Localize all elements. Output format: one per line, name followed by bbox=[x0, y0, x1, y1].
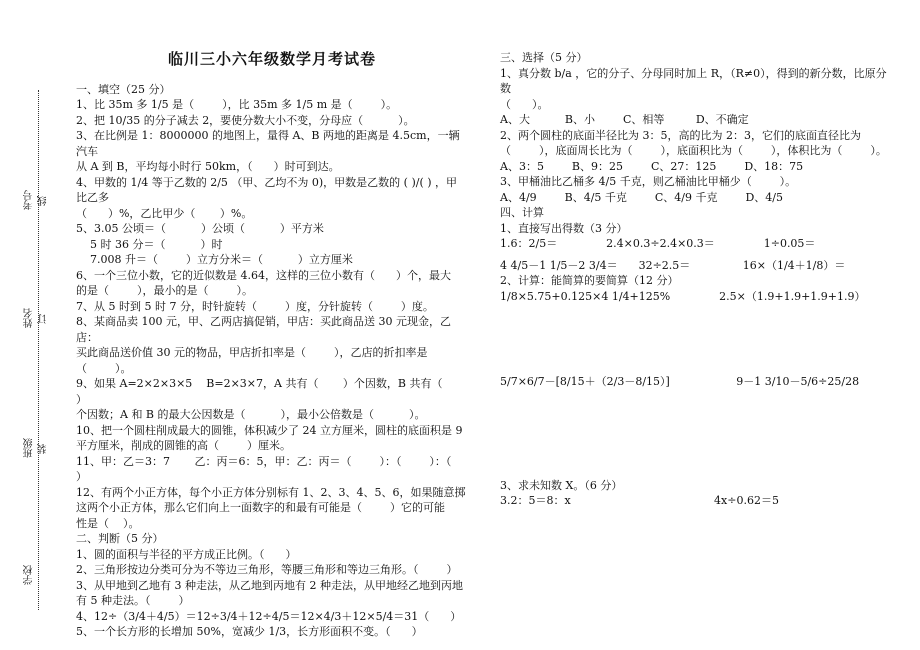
question-line: 1.6：2/5＝ 2.4×0.3÷2.4×0.3＝ 1÷0.05＝ bbox=[500, 237, 816, 250]
question-line: 2、把 10/35 的分子减去 2，要使分数大小不变，分母应（ ）。 bbox=[76, 113, 415, 127]
question-line: 11、甲：乙＝3：7 乙：丙＝6：5，甲：乙：丙＝（ ）：（ ）：（ ） bbox=[76, 454, 480, 483]
binding-xingming: 姓名 bbox=[24, 308, 35, 328]
question-line: 4、甲数的 1/4 等于乙数的 2/5 （甲、乙均不为 0)，甲数是乙数的 ( )/( ) ，甲比乙多 bbox=[76, 175, 458, 204]
question-line: 3、甲桶油比乙桶多 4/5 千克，则乙桶油比甲桶少（ ）。 bbox=[500, 175, 797, 188]
question-line: 3、从甲地到乙地有 3 种走法，从乙地到丙地有 2 种走法，从甲地经乙地到丙地 bbox=[76, 578, 463, 592]
question-line: 5 时 36 分＝（ ）时 bbox=[76, 237, 223, 251]
section-calc: 四、计算 bbox=[500, 206, 544, 219]
question-line: 有 5 种走法。（ ） bbox=[76, 594, 190, 607]
binding-dotted-line bbox=[38, 90, 39, 610]
binding-zhuang: 装 bbox=[38, 444, 49, 454]
question-line: （ ），底面周长比为（ ），底面积比为（ ），体积比为（ ）。 bbox=[500, 144, 887, 157]
question-line: 这两个小正方体，那么它们向上一面数字的和最有可能是（ ）它的可能 bbox=[76, 501, 445, 514]
question-line: A、大 B、小 C、相等 D、不确定 bbox=[500, 113, 749, 126]
question-line: （ ）。 bbox=[76, 361, 132, 375]
question-line: 7、从 5 时到 5 时 7 分，时针旋转（ ）度，分针旋转（ ）度。 bbox=[76, 299, 434, 313]
question-line: 3、求未知数 X。（6 分） bbox=[500, 478, 623, 492]
question-line: 1、直接写出得数（3 分） bbox=[500, 221, 628, 235]
question-line: 4、12÷（3/4＋4/5）＝12÷3/4＋12÷4/5＝12×4/3＋12×5/4＝31（ ） bbox=[76, 609, 462, 623]
question-line: 性是（ ）。 bbox=[76, 516, 140, 530]
exam-title: 临川三小六年级数学月考试卷 bbox=[167, 50, 376, 68]
question-line: 1/8×5.75+0.125×4 1/4+125% 2.5×（1.9+1.9+1.9+1.9） bbox=[500, 289, 866, 303]
question-line: 1、圆的面积与半径的平方成正比例。（ ） bbox=[76, 547, 297, 561]
question-line: 5/7×6/7－[8/15＋（2/3－8/15）] 9－1 3/10－5/6÷25/28 bbox=[500, 375, 860, 388]
binding-xuexiao: 学校 bbox=[24, 565, 35, 585]
section-choice: 三、选择（5 分） bbox=[500, 51, 588, 64]
question-line: 6、一个三位小数，它的近似数是 4.64，这样的三位小数有（ ）个，最大 bbox=[76, 268, 451, 282]
question-line: 的是（ ），最小的是（ ）。 bbox=[76, 284, 253, 297]
question-line: 个因数；A 和 B 的最大公因数是（ ），最小公倍数是（ ）。 bbox=[76, 408, 426, 421]
question-line: A、4/9 B、4/5 千克 C、4/9 千克 D、4/5 bbox=[500, 190, 783, 204]
question-line: 3.2：5＝8：x 4x÷0.62＝5 bbox=[500, 494, 779, 507]
question-line: （ ）。 bbox=[500, 97, 549, 111]
right-column bbox=[500, 50, 895, 509]
question-line: 平方厘米，削成的圆锥的高（ ）厘米。 bbox=[76, 439, 291, 452]
binding-banji: 班级 bbox=[24, 438, 35, 458]
question-line: 7.008 升＝（ ）立方分米＝（ ）立方厘米 bbox=[76, 253, 353, 266]
question-line: 1、真分数 b/a ，它的分子、分母同时加上 R，（R≠0），得到的新分数，比原分数 bbox=[500, 66, 887, 95]
question-line: 3、在比例是 1：8000000 的地图上，量得 A、B 两地的距离是 4.5cm，一辆汽车 bbox=[76, 129, 460, 158]
question-line: 10、把一个圆柱削成最大的圆锥，体积减少了 24 立方厘米，圆柱的底面积是 9 bbox=[76, 423, 463, 437]
question-line: 2、两个圆柱的底面半径比为 3：5，高的比为 2：3，它们的底面直径比为 bbox=[500, 128, 861, 142]
question-line: 12、有两个小正方体，每个小正方体分别标有 1、2、3、4、5、6，如果随意掷 bbox=[76, 485, 466, 499]
question-line: 9、如果 A=2×2×3×5 B=2×3×7，A 共有（ ）个因数，B 共有（ ） bbox=[76, 377, 471, 406]
binding-kaohao: 考号 bbox=[24, 190, 35, 210]
question-line: 4 4/5－1 1/5－2 3/4＝ 32÷2.5＝ 16×（1/4＋1/8）＝ bbox=[500, 258, 846, 272]
question-line: 2、三角形按边分类可分为不等边三角形，等腰三角形和等边三角形。（ ） bbox=[76, 563, 458, 576]
section-fill-blank: 一、填空（25 分） bbox=[76, 82, 171, 96]
question-line: 1、比 35m 多 1/5 是（ ），比 35m 多 1/5 m 是（ ）。 bbox=[76, 98, 398, 111]
question-line: （ ）%，乙比甲少（ ）%。 bbox=[76, 206, 253, 220]
section-judge: 二、判断（5 分） bbox=[76, 532, 164, 545]
question-line: 从 A 到 B，平均每小时行 50km，（ ）时可到达。 bbox=[76, 160, 340, 173]
question-line: 8、某商品卖 100 元，甲、乙两店搞促销，甲店：买此商品送 30 元现金，乙店： bbox=[76, 315, 451, 344]
left-column bbox=[76, 50, 480, 640]
question-line: 5、3.05 公顷＝（ ）公顷（ ）平方米 bbox=[76, 222, 324, 235]
binding-xian: 线 bbox=[38, 196, 49, 206]
question-line: A、3：5 B、9：25 C、27：125 D、18：75 bbox=[500, 159, 804, 173]
question-line: 买此商品送价值 30 元的物品，甲店折扣率是（ ），乙店的折扣率是 bbox=[76, 346, 428, 359]
binding-margin bbox=[8, 60, 58, 620]
question-line: 2、计算：能简算的要简算（12 分） bbox=[500, 274, 679, 287]
binding-ding: 订 bbox=[38, 314, 49, 324]
question-line: 5、一个长方形的长增加 50%，宽减少 1/3，长方形面积不变。（ ） bbox=[76, 625, 423, 638]
